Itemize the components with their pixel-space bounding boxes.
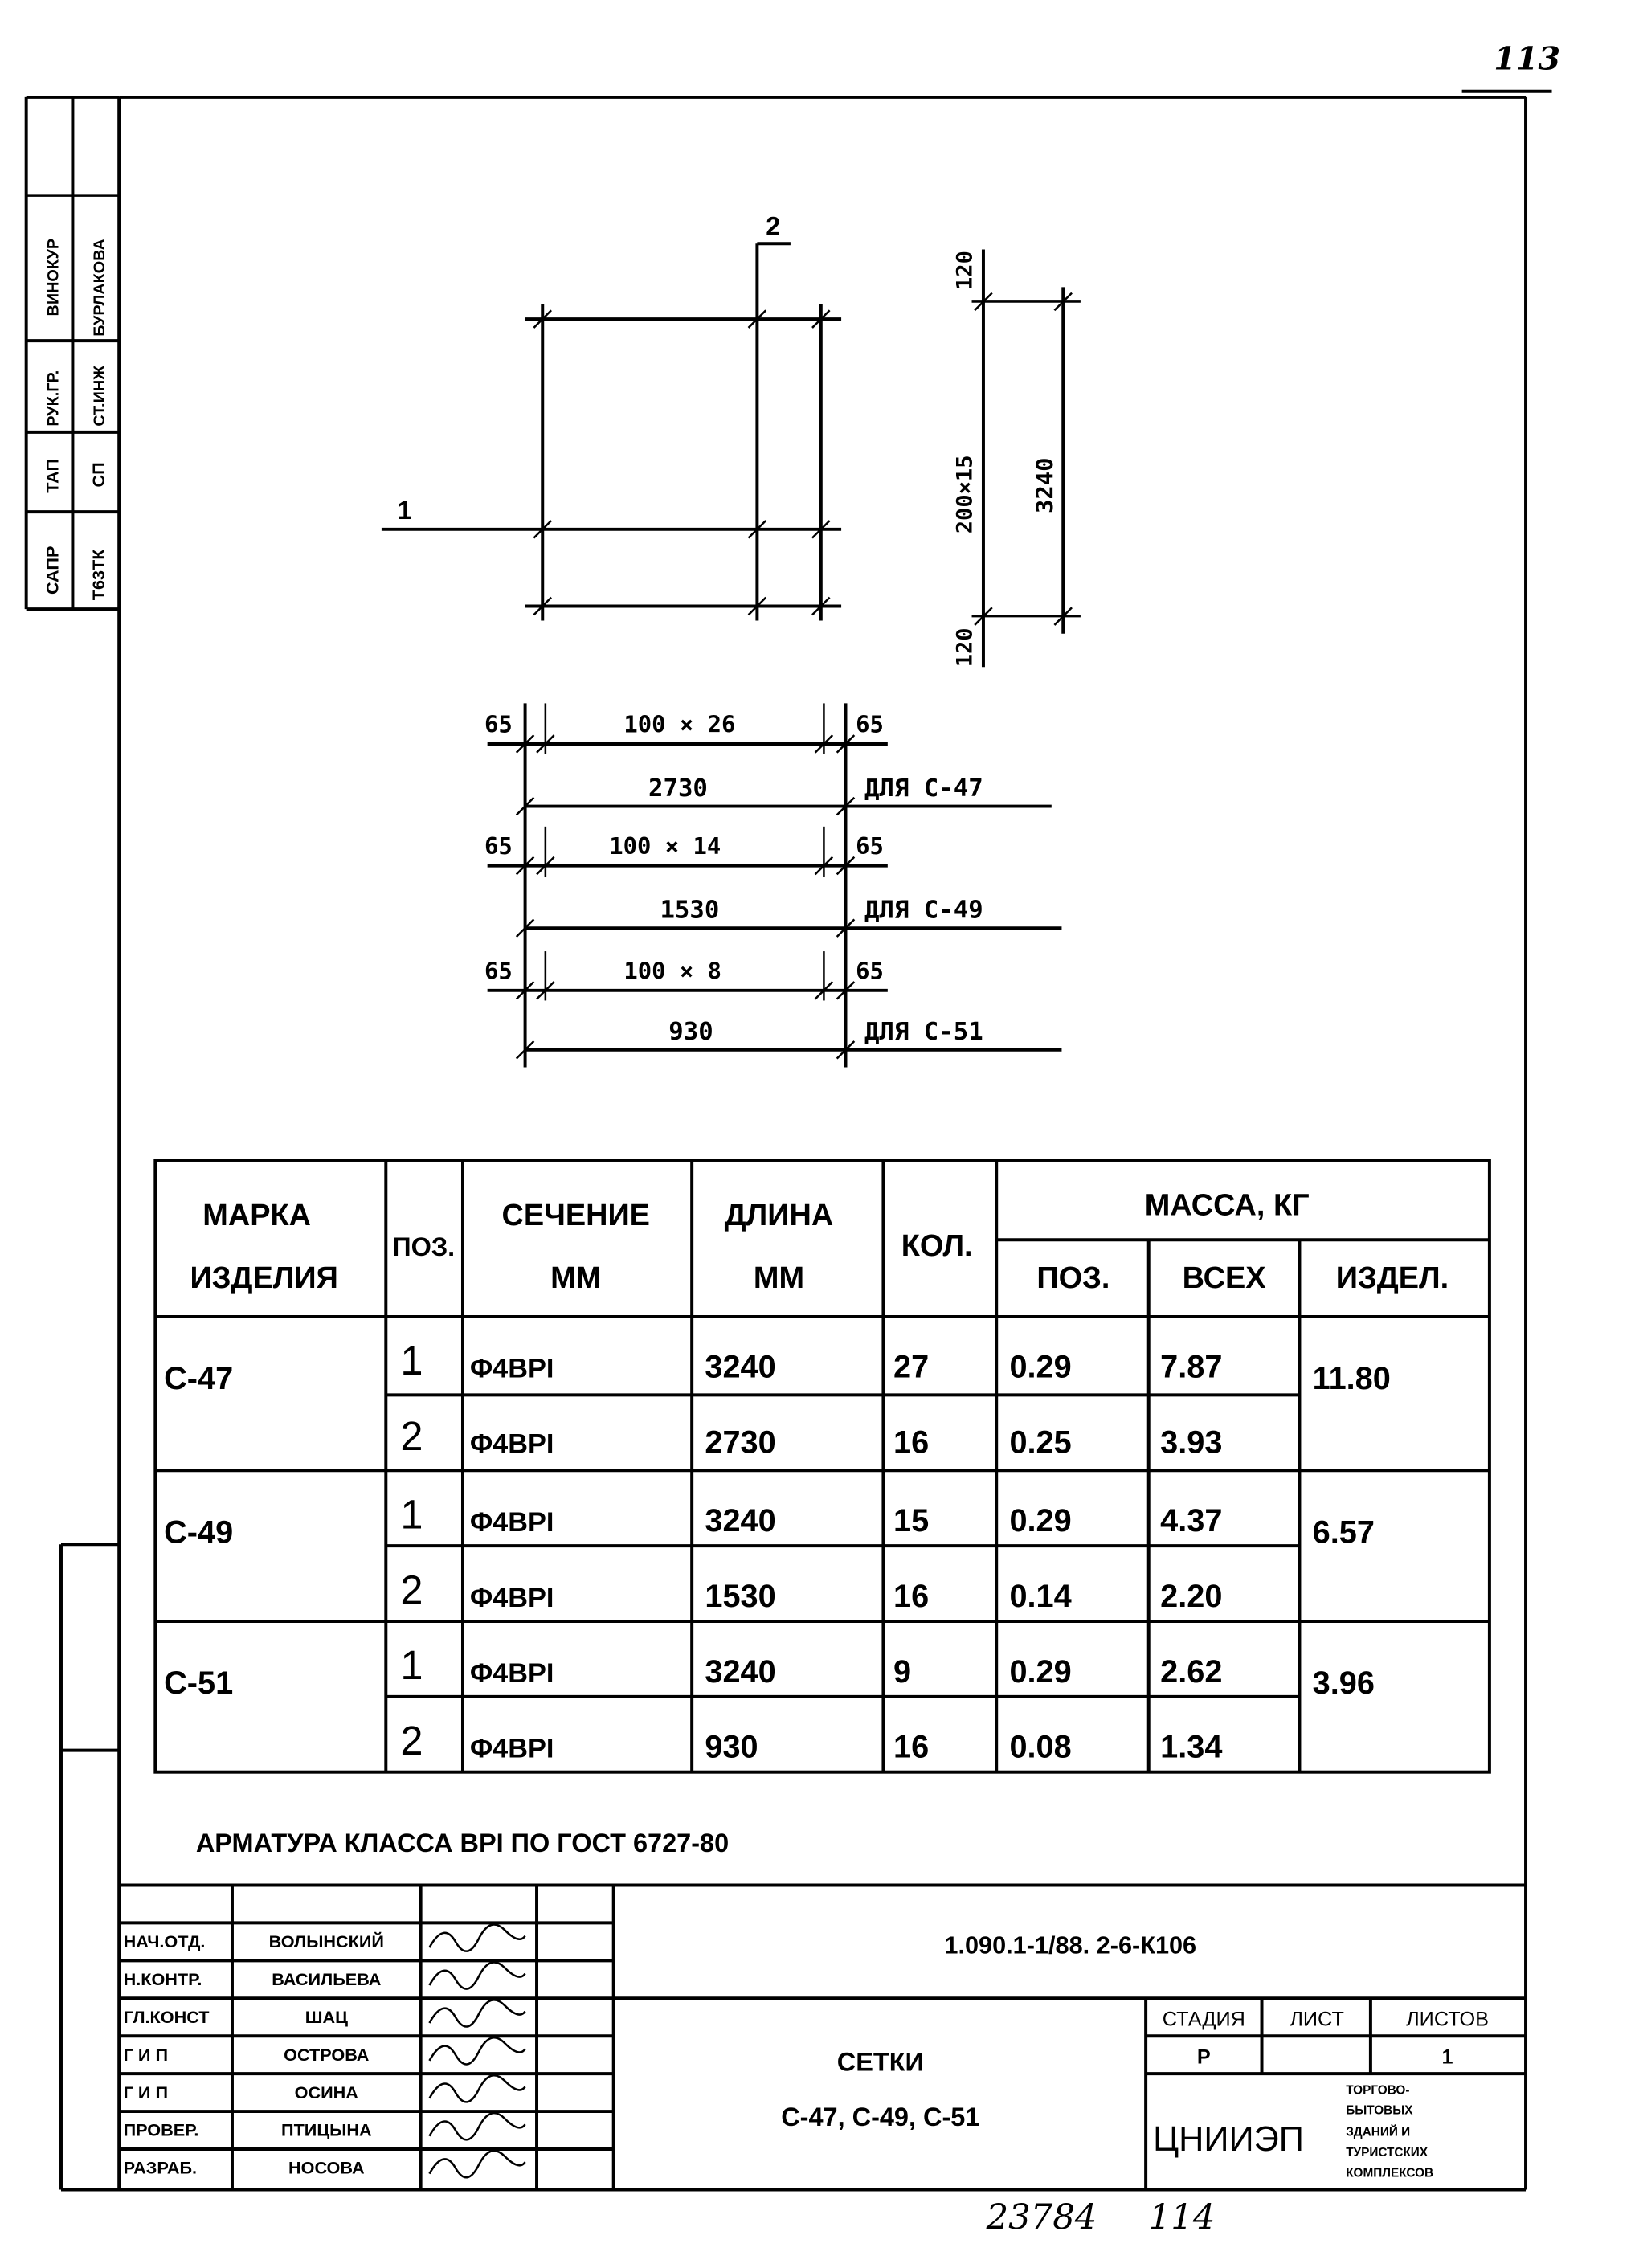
signature-role: РАЗРАБ. <box>123 2157 198 2178</box>
item-mark: С-51 <box>164 1665 234 1702</box>
mass-all-bars: 2.62 <box>1160 1653 1223 1690</box>
position-number: 2 <box>400 1567 423 1613</box>
mass-all-bars: 4.37 <box>1160 1503 1223 1539</box>
signature-name: НОСОВА <box>288 2157 365 2178</box>
dimension-label: 930 <box>668 1018 713 1047</box>
signature-role: Г И П <box>123 2044 169 2065</box>
signature-name: ВОЛЫНСКИЙ <box>268 1931 384 1952</box>
frame <box>61 97 1526 2190</box>
org-description: ЗДАНИЙ И <box>1346 2125 1411 2139</box>
dimension-label: 2730 <box>648 774 708 803</box>
sheets-value: 1 <box>1441 2045 1453 2069</box>
dimension-note: ДЛЯ С-49 <box>864 896 983 925</box>
stamp-role: ТАП <box>42 458 63 493</box>
mass-per-bar: 0.25 <box>1009 1424 1072 1461</box>
sheets-label: ЛИСТОВ <box>1406 2008 1490 2031</box>
mass-per-bar: 0.29 <box>1009 1349 1072 1385</box>
approval-stamp <box>27 97 120 609</box>
dimension-label: 120 <box>952 627 978 668</box>
handwritten-signature <box>429 2151 525 2177</box>
dimension-label: 100 × 26 <box>623 710 736 738</box>
position-number: 2 <box>400 1412 423 1459</box>
column-header: МАССА, КГ <box>1144 1188 1310 1223</box>
drawing-subtitle: С-47, С-49, С-51 <box>781 2102 980 2132</box>
specification-table <box>155 1160 1490 1772</box>
org-description: КОМПЛЕКСОВ <box>1346 2166 1434 2180</box>
mass-per-bar: 0.08 <box>1009 1729 1072 1765</box>
dimension-label: 200×15 <box>952 455 978 534</box>
item-mark: С-47 <box>164 1361 234 1397</box>
handwritten-signature <box>429 1962 525 1988</box>
item-total-mass: 6.57 <box>1312 1514 1375 1551</box>
position-number: 1 <box>400 1338 423 1384</box>
dimension-note: ДЛЯ С-51 <box>864 1018 983 1047</box>
column-header: СЕЧЕНИЕ <box>501 1199 650 1233</box>
bar-quantity: 15 <box>893 1503 930 1539</box>
dimension-note: ДЛЯ С-47 <box>864 774 983 803</box>
handwritten-signature <box>429 2000 525 2026</box>
reinforcement-note: АРМАТУРА КЛАССА ВРI ПО ГОСТ 6727-80 <box>195 1828 730 1857</box>
dimension-label: 3240 <box>1031 457 1059 513</box>
dimension-label: 65 <box>484 832 513 860</box>
bar-length: 3240 <box>705 1503 776 1539</box>
item-total-mass: 3.96 <box>1312 1665 1375 1702</box>
signature-name: ОСТРОВА <box>284 2044 370 2065</box>
stage-label: СТАДИЯ <box>1162 2008 1245 2031</box>
bar-quantity: 9 <box>893 1653 912 1690</box>
dimension-label: 65 <box>856 832 884 860</box>
bar-quantity: 16 <box>893 1424 930 1461</box>
mass-all-bars: 2.20 <box>1160 1578 1223 1614</box>
item-total-mass: 11.80 <box>1312 1361 1391 1397</box>
dimension-label: 65 <box>484 710 513 738</box>
bar-section: Φ4ВРI <box>469 1507 554 1539</box>
stamp-name: ВИНОКУР <box>44 238 63 317</box>
bar-quantity: 16 <box>893 1578 930 1614</box>
signature-name: ВАСИЛЬЕВА <box>272 1969 382 1990</box>
stage-value: Р <box>1196 2045 1211 2069</box>
bar-section: Φ4ВРI <box>469 1353 554 1384</box>
mass-per-bar: 0.29 <box>1009 1503 1072 1539</box>
stamp-role: САПР <box>42 546 63 595</box>
document-code: 1.090.1-1/88. 2-6-К106 <box>944 1931 1197 1959</box>
dimension-label: 100 × 8 <box>623 957 721 985</box>
item-mark: С-49 <box>164 1514 234 1551</box>
signature-name: ПТИЦЫНА <box>281 2119 372 2140</box>
signature-role: НАЧ.ОТД. <box>123 1931 206 1952</box>
bar-quantity: 16 <box>893 1729 930 1765</box>
signature-role: Г И П <box>123 2082 169 2102</box>
bar-length: 2730 <box>705 1424 776 1461</box>
mass-all-bars: 1.34 <box>1160 1729 1223 1765</box>
bar-section: Φ4ВРI <box>469 1428 554 1460</box>
handwritten-signature <box>429 2113 525 2139</box>
column-header: ММ <box>550 1261 602 1295</box>
dimension-groups <box>484 703 1061 1067</box>
position-number: 2 <box>400 1718 423 1764</box>
drawing-title: СЕТКИ <box>836 2047 924 2077</box>
stamp-name: СП <box>88 462 109 488</box>
column-header: ДЛИНА <box>724 1199 834 1233</box>
column-header: ММ <box>753 1261 805 1295</box>
bar-section: Φ4ВРI <box>469 1582 554 1613</box>
bar-length: 1530 <box>705 1578 776 1614</box>
bar-quantity: 27 <box>893 1349 930 1385</box>
dimension-label: 100 × 14 <box>609 832 721 860</box>
sheet-label: ЛИСТ <box>1290 2008 1344 2031</box>
bar-position-label: 2 <box>766 211 781 241</box>
bar-length: 3240 <box>705 1653 776 1690</box>
dimension-label: 65 <box>856 957 884 985</box>
stamp-role: РУК.ГР. <box>44 370 63 427</box>
column-header: МАРКА <box>202 1199 312 1233</box>
org-description: ТОРГОВО- <box>1346 2083 1410 2098</box>
stamp-name: Т63ТК <box>88 549 109 601</box>
bar-length: 3240 <box>705 1349 776 1385</box>
column-header: ПОЗ. <box>1036 1261 1110 1295</box>
handwritten-signature <box>429 2037 525 2064</box>
position-number: 1 <box>400 1642 423 1689</box>
archive-page: 114 <box>1148 2197 1216 2238</box>
bar-length: 930 <box>705 1729 758 1765</box>
handwritten-signature <box>429 1924 525 1951</box>
column-header: ПОЗ. <box>392 1232 456 1262</box>
bar-section: Φ4ВРI <box>469 1733 554 1764</box>
org-description: ТУРИСТСКИХ <box>1346 2146 1429 2160</box>
column-header: ИЗДЕЛ. <box>1335 1261 1449 1295</box>
signature-role: ГЛ.КОНСТ <box>123 2006 210 2027</box>
signature-name: ШАЦ <box>305 2006 348 2027</box>
stamp-name: БУРЛАКОВА <box>91 239 109 337</box>
dimension-label: 65 <box>856 710 884 738</box>
signature-name: ОСИНА <box>294 2082 358 2102</box>
signature-role: Н.КОНТР. <box>123 1969 202 1990</box>
column-header: КОЛ. <box>901 1229 973 1264</box>
mass-per-bar: 0.14 <box>1009 1578 1072 1614</box>
mass-per-bar: 0.29 <box>1009 1653 1072 1690</box>
column-header: ВСЕХ <box>1182 1261 1266 1295</box>
organization-name: ЦНИИЭП <box>1153 2119 1304 2159</box>
mesh-drawing <box>382 211 1081 667</box>
dimension-label: 65 <box>484 957 513 985</box>
mass-all-bars: 3.93 <box>1160 1424 1223 1461</box>
title-block <box>119 1885 1526 2189</box>
bar-position-label: 1 <box>397 496 412 525</box>
mass-all-bars: 7.87 <box>1160 1349 1223 1385</box>
handwritten-signature <box>429 2075 525 2102</box>
signature-role: ПРОВЕР. <box>123 2119 199 2140</box>
bar-section: Φ4ВРI <box>469 1657 554 1689</box>
dimension-label: 120 <box>952 251 978 290</box>
position-number: 1 <box>400 1491 423 1538</box>
dimension-label: 1530 <box>660 896 720 925</box>
archive-number: 23784 <box>986 2197 1097 2238</box>
page-number: 113 <box>1494 40 1561 78</box>
column-header: ИЗДЕЛИЯ <box>190 1261 338 1295</box>
org-description: БЫТОВЫХ <box>1346 2103 1413 2118</box>
stamp-role: СТ.ИНЖ <box>91 365 109 427</box>
